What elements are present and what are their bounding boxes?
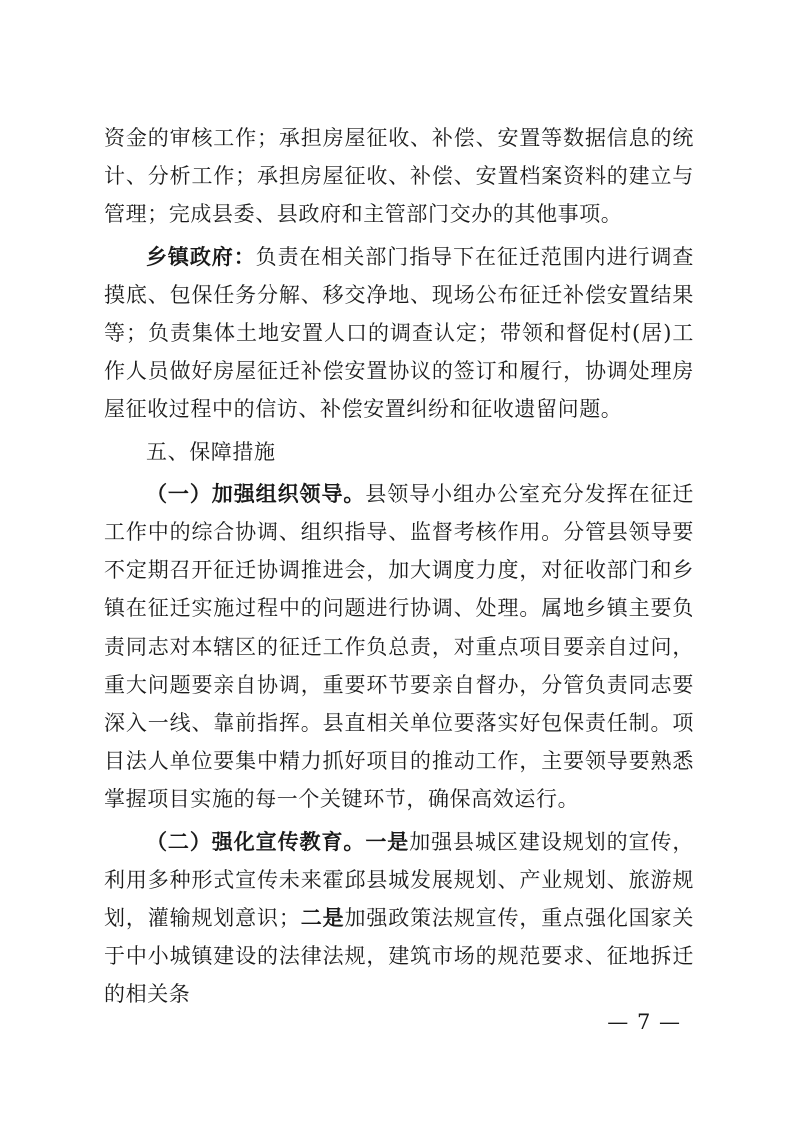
township-government-label: 乡镇政府： (146, 243, 256, 269)
paragraph-organization-leadership (104, 475, 694, 819)
point-two-label: 二是 (300, 905, 345, 931)
section-heading: 五、保障措施 (146, 439, 276, 464)
paragraph-publicity-education (104, 823, 694, 1014)
point-one-text: 加强县城区建设规划的宣传，利用多种形式宣传未来霍邱县城发展规划、产业规划、旅游规划，灌输规划意识； (104, 829, 694, 931)
point-two-text: 加强政策法规宣传，重点强化国家关于中小城镇建设的法律法规，建筑市场的规范要求、征地拆迁的相关条 (104, 906, 694, 1007)
township-government-text: 负责在相关部门指导下在征迁范围内进行调查摸底、包保任务分解、移交净地、现场公布征迁补偿安置结果等；负责集体土地安置人口的调查认定；带领和督促村(居)工作人员做好房屋征迁补偿安置协议的签订和履行，协调处理房屋征收过程中的信访、补偿安置纠纷和征收遗留问题。 (104, 244, 695, 422)
paragraph-township-government (104, 238, 694, 429)
organization-leadership-text: 县领导小组办公室充分发挥在征迁工作中的综合协调、组织指导、监督考核作用。分管县领导要不定期召开征迁协调推进会，加大调度力度，对征收部门和乡镇在征迁实施过程中的问题进行协调、处理。属地乡镇主要负责同志对本辖区的征迁工作负总责，对重点项目要亲自过问，重大问题要亲自协调，重要环节要亲自督办，分管负责同志要深入一线、靠前指挥。县直相关单位要落实好包保责任制。项目法人单位要集中精力抓好项目的推动工作，主要领导要熟悉掌握项目实施的每一个关键环节，确保高效运行。 (104, 481, 695, 812)
publicity-education-label: （二）强化宣传教育。 (146, 828, 366, 854)
point-one-label: 一是 (365, 828, 410, 854)
organization-leadership-label: （一）加强组织领导。 (146, 480, 366, 506)
page-number: — 7 — (607, 1010, 681, 1034)
body-text (104, 119, 694, 1014)
paragraph-responsibilities-continued: 资金的审核工作；承担房屋征收、补偿、安置等数据信息的统计、分析工作；承担房屋征收、补偿、安置档案资料的建立与管理；完成县委、县政府和主管部门交办的其他事项。 (104, 126, 694, 227)
